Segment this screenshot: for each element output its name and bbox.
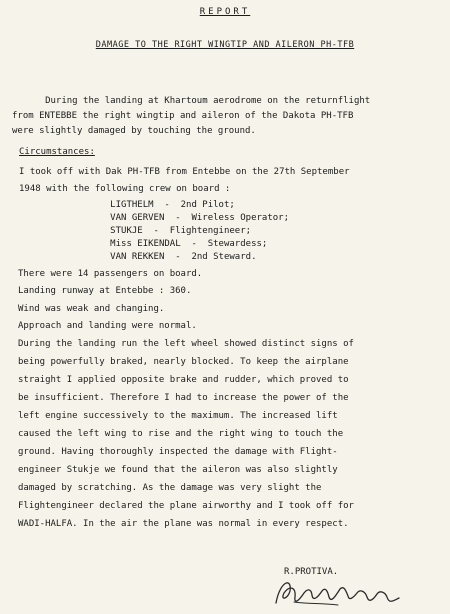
body-line: straight I applied opposite brake and rudder, which proved to [18, 375, 349, 385]
crew-line: STUKJE - Flightengineer; [56, 226, 252, 236]
body-line: WADI-HALFA. In the air the plane was normal in every respect. [18, 519, 349, 529]
body-line: ground. Having thoroughly inspected the damage with Flight- [18, 447, 338, 457]
body-line: be insufficient. Therefore I had to increase the power of the [18, 393, 349, 403]
crew-line: Miss EIKENDAL - Stewardess; [56, 239, 268, 249]
handwritten-signature [262, 573, 412, 613]
body-line: Wind was weak and changing. [18, 304, 165, 314]
body-line: engineer Stukje we found that the aileron was also slightly [18, 465, 338, 475]
body-line: from ENTEBBE the right wingtip and aileron of the Dakota PH-TFB [12, 111, 354, 121]
signatory-name: R.PROTIVA. [284, 567, 339, 577]
crew-line: VAN GERVEN - Wireless Operator; [56, 213, 289, 223]
body-line: damaged by scratching. As the damage was very slight the [18, 483, 322, 493]
crew-line: LIGTHELM - 2nd Pilot; [56, 200, 235, 210]
body-line: left engine successively to the maximum. The increased lift [18, 411, 338, 421]
body-line: Flightengineer declared the plane airworthy and I took off for [18, 501, 354, 511]
report-title: REPORT [199, 7, 251, 17]
body-line: being powerfully braked, nearly blocked. To keep the airplane [18, 357, 349, 367]
circumstances-heading: Circumstances: [19, 147, 95, 157]
body-line: There were 14 passengers on board. [18, 269, 203, 279]
body-line: During the landing run the left wheel showed distinct signs of [18, 339, 354, 349]
crew-line: VAN REKKEN - 2nd Steward. [56, 252, 257, 262]
body-line: were slightly damaged by touching the ground. [12, 126, 256, 136]
body-line: During the landing at Khartoum aerodrome on the returnflight [18, 96, 371, 106]
body-line: Landing runway at Entebbe : 360. [18, 286, 192, 296]
body-line: caused the left wing to rise and the right wing to touch the [18, 429, 344, 439]
body-line: Approach and landing were normal. [18, 321, 197, 331]
body-line: I took off with Dak PH-TFB from Entebbe on the 27th September [19, 167, 350, 177]
body-line: 1948 with the following crew on board : [19, 184, 231, 194]
report-subtitle: DAMAGE TO THE RIGHT WINGTIP AND AILERON PH-TFB [95, 40, 355, 50]
